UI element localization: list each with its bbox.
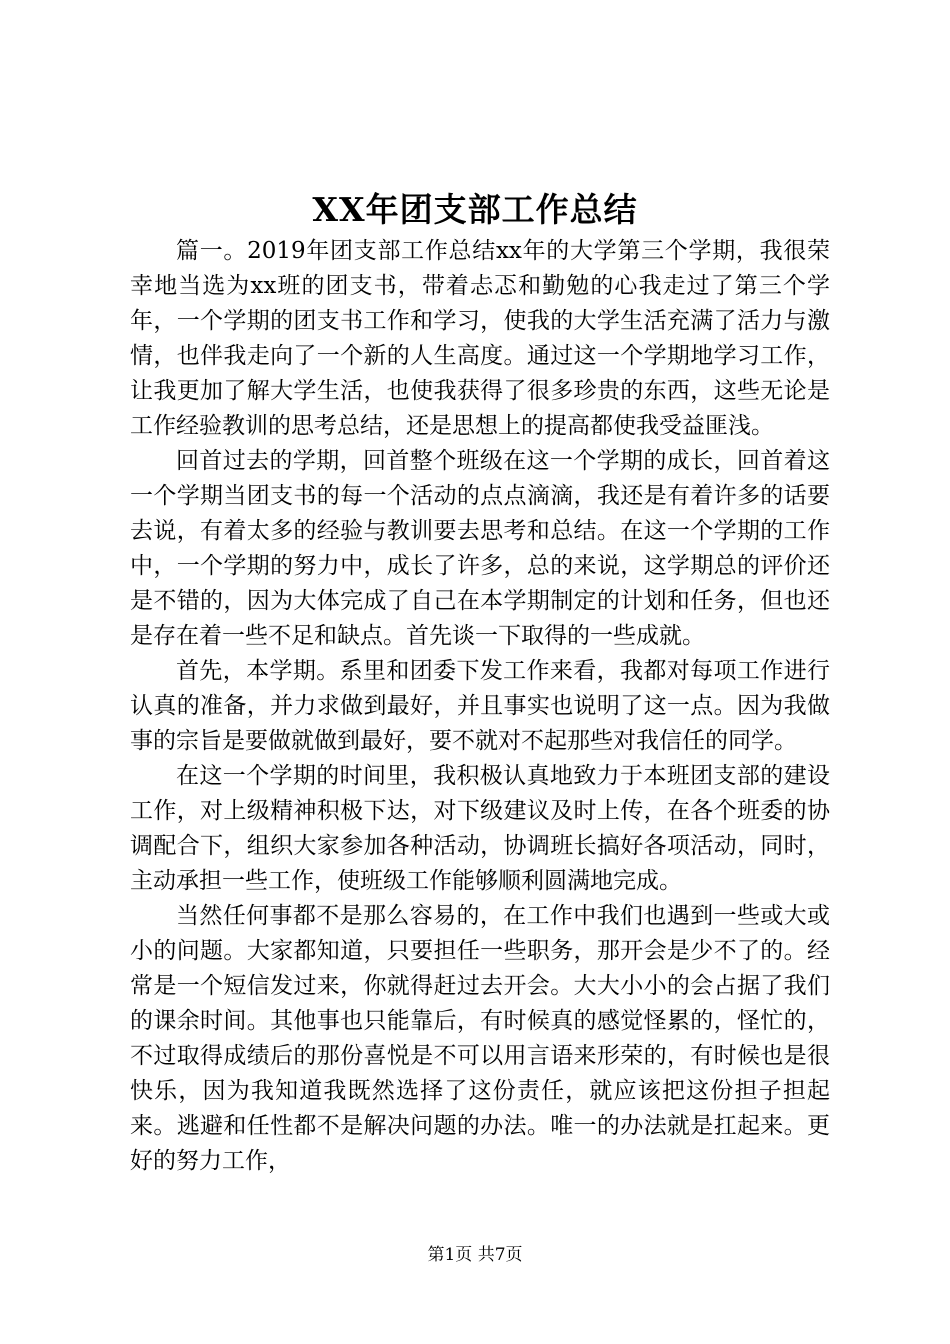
page-footer: 第1页 共7页 xyxy=(427,1245,523,1265)
document-title: XX年团支部工作总结 xyxy=(312,190,638,229)
paragraph-4: 在这一个学期的时间里，我积极认真地致力于本班团支部的建设工作，对上级精神积极下达，对下级建议及时上传，在各个班委的协调配合下，组织大家参加各种活动，协调班长搞好各项活动，同时，主动承担一些工作，使班级工作能够顺利圆满地完成。 xyxy=(130,763,830,894)
paragraph-1: 篇一。2019年团支部工作总结xx年的大学第三个学期，我很荣幸地当选为xx班的团支书，带着忐忑和勤勉的心我走过了第三个学年，一个学期的团支书工作和学习，使我的大学生活充满了活力与激情，也伴我走向了一个新的人生高度。通过这一个学期地学习工作，让我更加了解大学生活，也使我获得了很多珍贵的东西，这些无论是工作经验教训的思考总结，还是思想上的提高都使我受益匪浅。 xyxy=(130,238,830,439)
paragraph-5: 当然任何事都不是那么容易的，在工作中我们也遇到一些或大或小的问题。大家都知道，只要担任一些职务，那开会是少不了的。经常是一个短信发过来，你就得赶过去开会。大大小小的会占据了我们的课余时间。其他事也只能靠后，有时候真的感觉怪累的，怪忙的，不过取得成绩后的那份喜悦是不可以用言语来形荣的，有时候也是很快乐，因为我知道我既然选择了这份责任，就应该把这份担子担起来。逃避和任性都不是解决问题的办法。唯一的办法就是扛起来。更好的努力工作， xyxy=(130,903,830,1174)
document-body xyxy=(130,234,830,1179)
paragraph-2: 回首过去的学期，回首整个班级在这一个学期的成长，回首着这一个学期当团支书的每一个活动的点点滴滴，我还是有着许多的话要去说，有着太多的经验与教训要去思考和总结。在这一个学期的工作中，一个学期的努力中，成长了许多，总的来说，这学期总的评价还是不错的，因为大体完成了自己在本学期制定的计划和任务，但也还是存在着一些不足和缺点。首先谈一下取得的一些成就。 xyxy=(130,448,830,649)
paragraph-3: 首先，本学期。系里和团委下发工作来看，我都对每项工作进行认真的准备，并力求做到最好，并且事实也说明了这一点。因为我做事的宗旨是要做就做到最好，要不就对不起那些对我信任的同学。 xyxy=(130,658,830,754)
